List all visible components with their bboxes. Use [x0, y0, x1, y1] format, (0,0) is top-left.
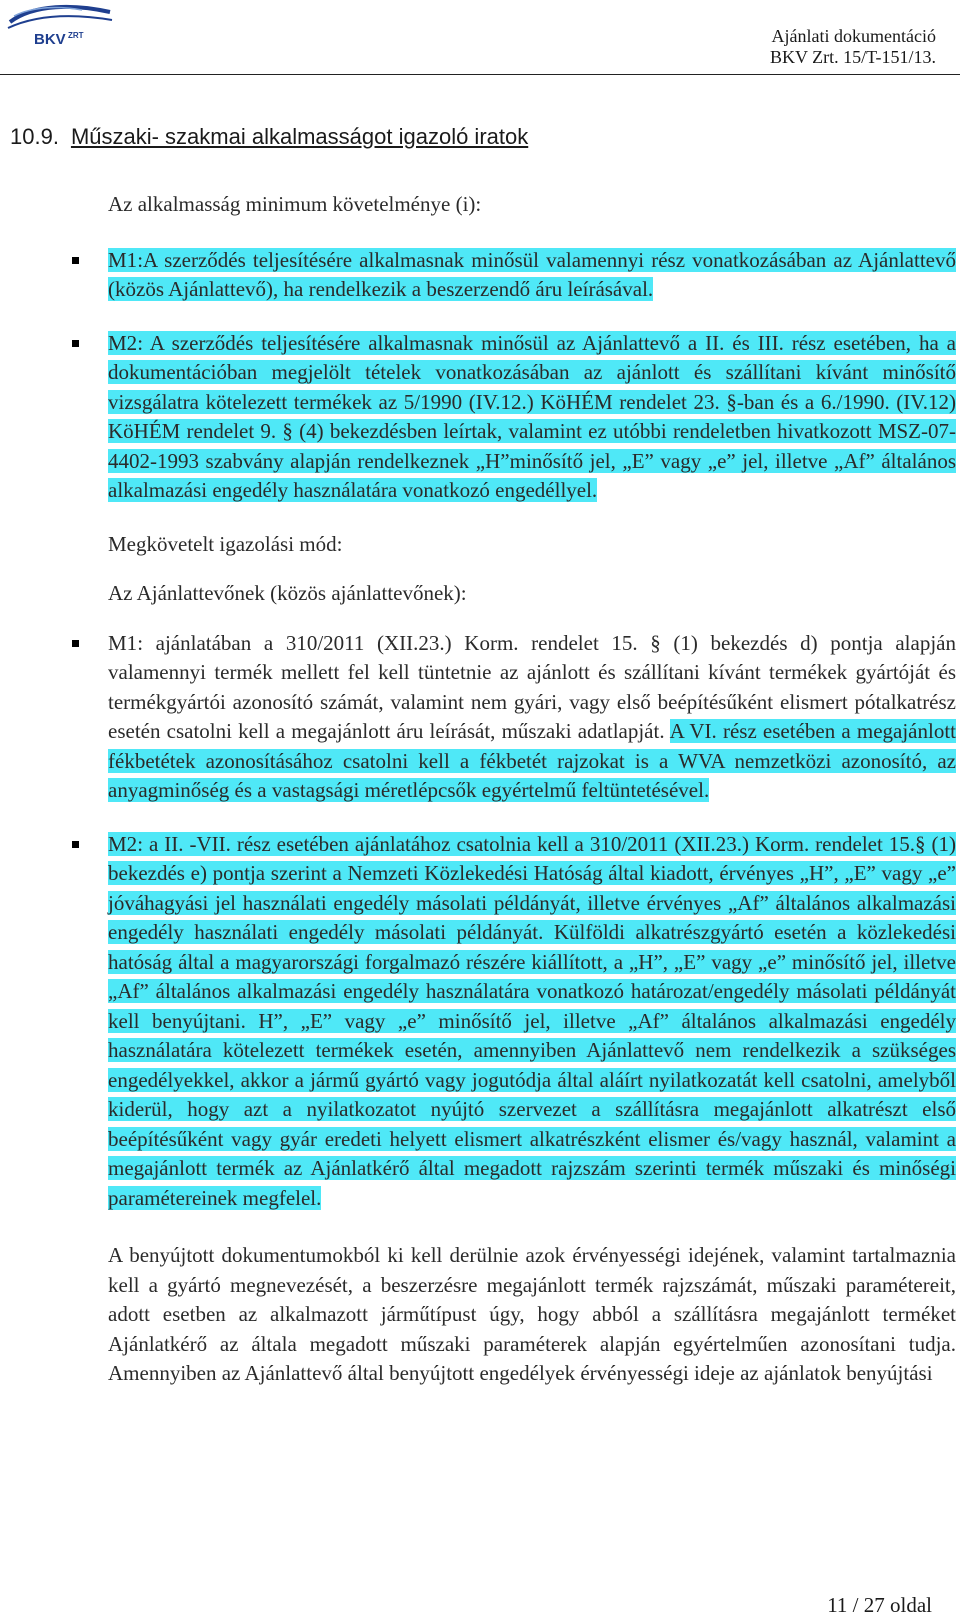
- proof-m1-label: M1: [108, 630, 138, 655]
- bkv-logo-icon: [4, 2, 116, 48]
- proof-m1-highlight: A VI. rész esetében a megajánlott fékbetétek azonosításához csatolni kell a fékbetét rajzokat is a WVA nemzetközi azonosító, az anyagminőség és a vastagsági méretlépcsők egyértelmű feltüntetésével.: [108, 719, 956, 802]
- section-title: Műszaki- szakmai alkalmasságot igazoló iratok: [70, 124, 529, 149]
- section-heading: [10, 124, 528, 150]
- bullet-icon: [72, 257, 79, 264]
- bullet-icon: [72, 340, 79, 347]
- header-divider: [0, 74, 960, 75]
- svg-text:BKV: BKV: [34, 31, 66, 48]
- requirement-m2: [108, 329, 956, 506]
- section-number: 10.9.: [10, 124, 59, 149]
- requirement-m1: [108, 246, 956, 305]
- bullet-icon: [72, 640, 79, 647]
- requirement-m2-text: M2: A szerződés teljesítésére alkalmasnak minősül az Ajánlattevő a II. és III. rész esetében, ha a dokumentációban megjelölt tételek vonatkozásában az ajánlott és szállítani kívánt minősítő vizsgálatra kötelezett termékek az 5/1990 (IV.12.) KöHÉM rendelet 23. §-ban és a 6./1990. (IV.12) KöHÉM rendelet 9. § (4) bekezdésben leírtak, valamint ez utóbbi rendeletben hivatkozott MSZ-07-4402-1993 szabvány alapján rendelkeznek „H”minősítő jel, „E” vagy „e” jel, illetve „Af” általános alkalmazási engedély használatára vonatkozó engedéllyel.: [108, 330, 956, 502]
- requirements-intro: Az alkalmasság minimum követelménye (i):: [108, 192, 482, 216]
- page-number: 11 / 27 oldal: [827, 1593, 932, 1617]
- header-doc-number: BKV Zrt. 15/T-151/13.: [769, 47, 936, 67]
- proof-m1-text: : ajánlatában a 310/2011 (XII.23.) Korm. rendelet 15. § (1) bekezdés d) pontja alapján valamennyi termék mellett fel kell tüntetnie az ajánlott és szállítani kívánt termékek gyártóját és termékgyártói azonosító számát, valamint nem gyári, vagy első beépítésűként elismert pótalkatrész esetén csatolni kell a megajánlott áru leírását, műszaki adatlapját.: [108, 630, 956, 743]
- header-doc-info: [770, 26, 936, 68]
- header-doc-type: Ajánlati dokumentáció: [771, 26, 936, 46]
- proof-m2: [108, 830, 956, 1214]
- page-header: [0, 0, 960, 78]
- proof-m1: [108, 629, 956, 806]
- proof-subintro: Az Ajánlattevőnek (közös ajánlattevőnek):: [108, 581, 467, 605]
- svg-text:ZRT: ZRT: [68, 31, 84, 40]
- requirement-m1-text: M1:A szerződés teljesítésére alkalmasnak minősül valamennyi rész vonatkozásában az Ajánlattevő (közös Ajánlattevő), ha rendelkezik a beszerzendő áru leírásával.: [108, 247, 956, 301]
- document-body: [108, 190, 956, 1389]
- proof-intro: Megkövetelt igazolási mód:: [108, 531, 343, 556]
- proof-m2-text: M2: a II. -VII. rész esetében ajánlatához csatolnia kell a 310/2011 (XII.23.) Korm. rendelet 15.§ (1) bekezdés e) pontja szerint a Nemzeti Közlekedési Hatóság által kiadott, érvényes „H”, „E” vagy „e” jóváhagyási jel használati engedély másolati példányát, illetve érvényes „Af” általános alkalmazási engedély használati engedély másolati példányát. Külföldi alkatrészgyártó esetén a közlekedési hatóság által a magyarországi forgalmazó részére kiállított, a „H”, „E” vagy „e” minősítő jel, illetve „Af” általános alkalmazási engedély használatára vonatkozó határozat/engedély másolati példányát kell benyújtani. H”, „E” vagy „e” minősítő jel, illetve „Af” általános alkalmazási engedély használatára kötelezett termékek esetén, amennyiben Ajánlattevő nem rendelkezik a szükséges engedélyekkel, akkor a jármű gyártó vagy jogutódja által aláírt nyilatkozatát kell csatolni, amelyből kiderül, hogy azt a nyilatkozatot nyújtó szervezet a szállításra megajánlott alkatrészt első beépítésűként vagy gyár eredeti helyett elismert alkatrészként elismer és/vagy használ, valamint a megajánlott termék az Ajánlatkérő által megadott rajzszám szerinti termék műszaki és minőségi paramétereinek megfelel.: [108, 831, 956, 1210]
- bullet-icon: [72, 841, 79, 848]
- closing-paragraph: A benyújtott dokumentumokból ki kell derülnie azok érvényességi idejének, valamint tartalmaznia kell a gyártó megnevezését, a beszerzésre megajánlott termék rajzszámát, műszaki paramétereit, adott esetben az alkalmazott járműtípust úgy, hogy abból a szállításra megajánlott terméket Ajánlatkérő az általa megadott műszaki paraméterek alapján egyértelműen azonosítani tudja. Amennyiben az Ajánlattevő által benyújtott engedélyek érvényességi ideje az ajánlatok benyújtási: [108, 1243, 956, 1385]
